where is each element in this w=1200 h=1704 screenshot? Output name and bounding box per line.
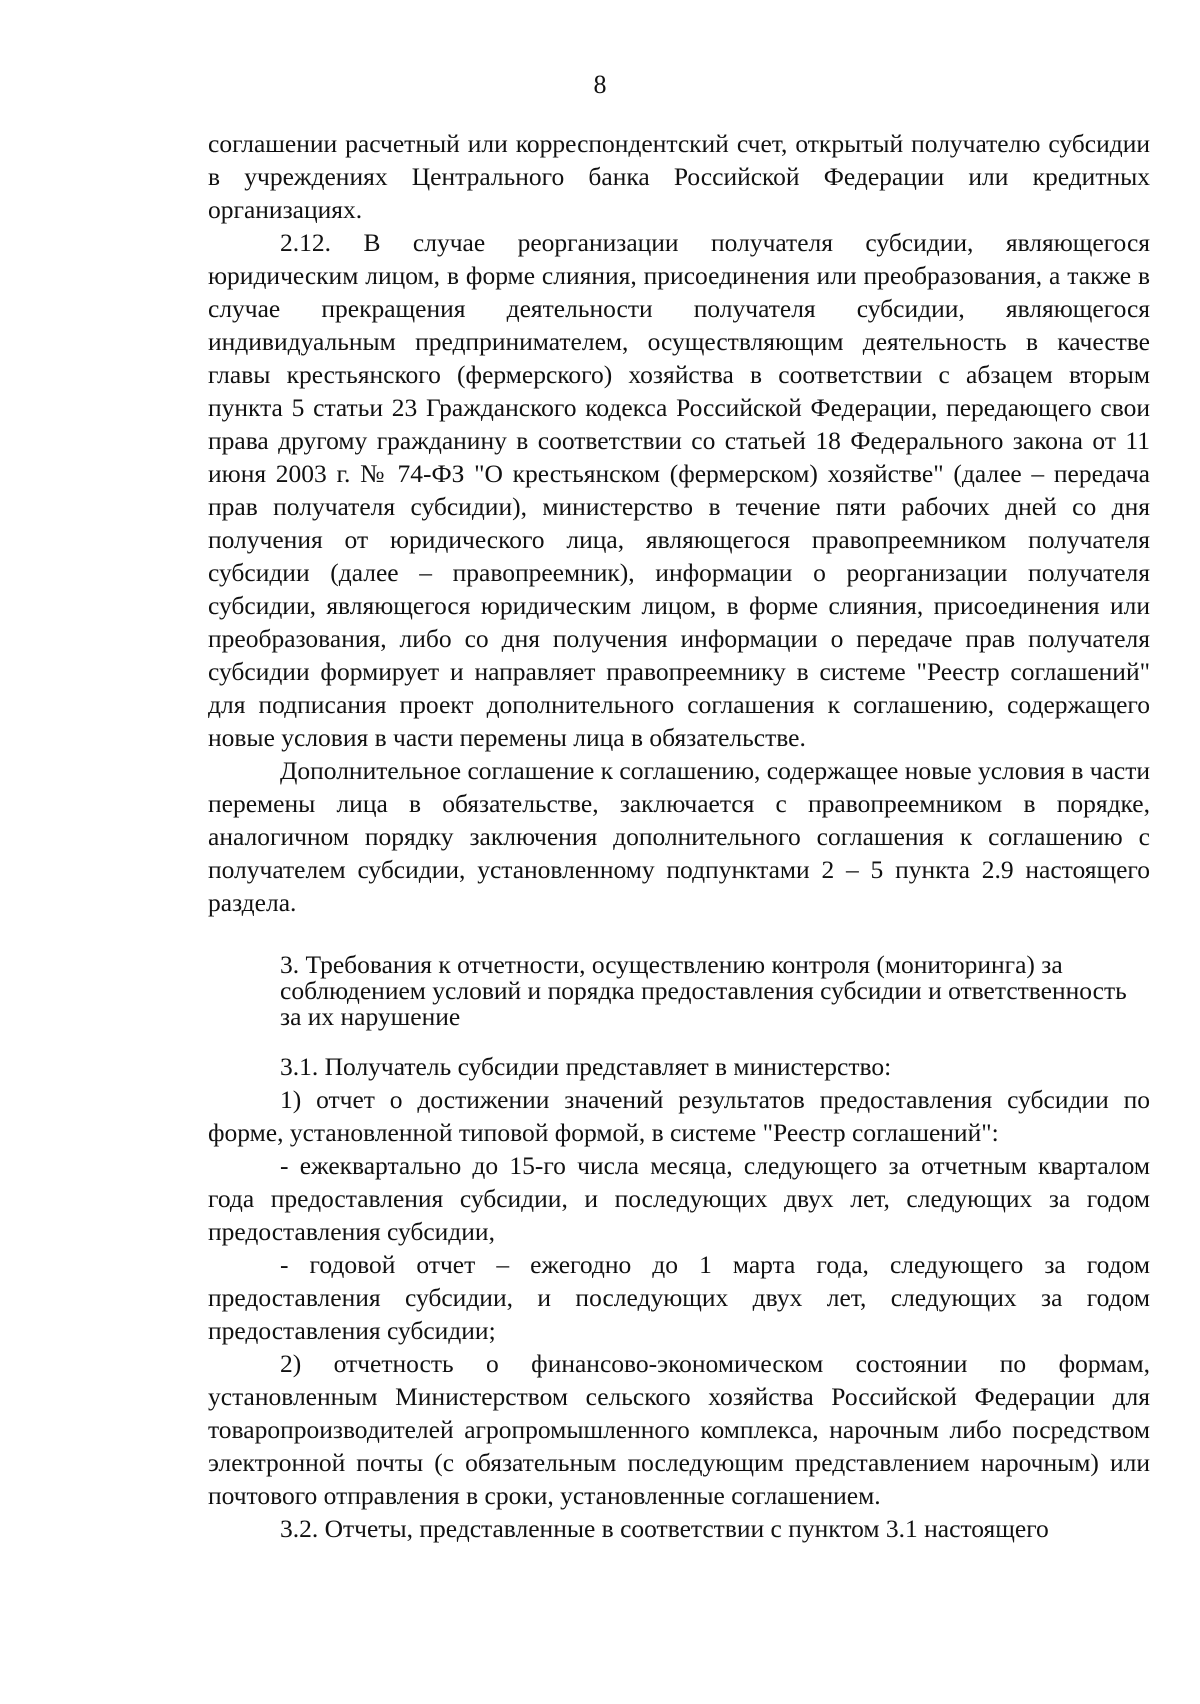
paragraph-additional-agreement: Дополнительное соглашение к соглашению, содержащее новые условия в части перемены лица в обязательстве, заключается с правопреемником в порядке, аналогичном порядку заключения дополнительного соглашения к соглашению с получателем субсидии, установленному подпунктами 2 – 5 пункта 2.9 настоящего раздела. bbox=[208, 756, 1150, 917]
paragraph-3-1-item-2: 2) отчетность о финансово-экономическом состоянии по формам, установленным Министерством сельского хозяйства Российской Федерации для товаропроизводителей агропромышленного комплекса, нарочным либо посредством электронной почты (с обязательным последующим представлением нарочным) или почтового отправления в сроки, установленные соглашением. bbox=[208, 1349, 1150, 1510]
paragraph-3-2: 3.2. Отчеты, представленные в соответствии с пунктом 3.1 настоящего bbox=[280, 1514, 1049, 1543]
paragraph-3-1: 3.1. Получатель субсидии представляет в министерство: bbox=[280, 1052, 892, 1081]
paragraph-continuation: соглашении расчетный или корреспондентский счет, открытый получателю субсидии в учреждениях Центрального банка Российской Федерации или кредитных организациях. bbox=[208, 129, 1150, 224]
paragraph-3-1-item-1: 1) отчет о достижении значений результатов предоставления субсидии по форме, установленной типовой формой, в системе "Реестр соглашений": bbox=[208, 1085, 1150, 1147]
section-3-heading: 3. Требования к отчетности, осуществлению контроля (мониторинга) за соблюдением условий и порядка предоставления субсидии и ответственность за их нарушение bbox=[280, 950, 1127, 1031]
paragraph-quarterly-report: - ежеквартально до 15-го числа месяца, следующего за отчетным кварталом года предоставления субсидии, и последующих двух лет, следующих за годом предоставления субсидии, bbox=[208, 1151, 1150, 1246]
page-number: 8 bbox=[593, 70, 607, 99]
document-body bbox=[208, 127, 1150, 1545]
paragraph-annual-report: - годовой отчет – ежегодно до 1 марта года, следующего за годом предоставления субсидии, и последующих двух лет, следующих за годом предоставления субсидии; bbox=[208, 1250, 1150, 1345]
paragraph-2-12: 2.12. В случае реорганизации получателя субсидии, являющегося юридическим лицом, в форме слияния, присоединения или преобразования, а также в случае прекращения деятельности получателя субсидии, являющегося индивидуальным предпринимателем, осуществляющим деятельность в качестве главы крестьянского (фермерского) хозяйства в соответствии с абзацем вторым пункта 5 статьи 23 Гражданского кодекса Российской Федерации, передающего свои права другому гражданину в соответствии со статьей 18 Федерального закона от 11 июня 2003 г. № 74-ФЗ "О крестьянском (фермерском) хозяйстве" (далее – передача прав получателя субсидии), министерство в течение пяти рабочих дней со дня получения от юридического лица, являющегося правопреемником получателя субсидии (далее – правопреемник), информации о реорганизации получателя субсидии, являющегося юридическим лицом, в форме слияния, присоединения или преобразования, либо со дня получения информации о передаче прав получателя субсидии формирует и направляет правопреемнику в системе "Реестр соглашений" для подписания проект дополнительного соглашения к соглашению, содержащего новые условия в части перемены лица в обязательстве. bbox=[208, 228, 1150, 752]
